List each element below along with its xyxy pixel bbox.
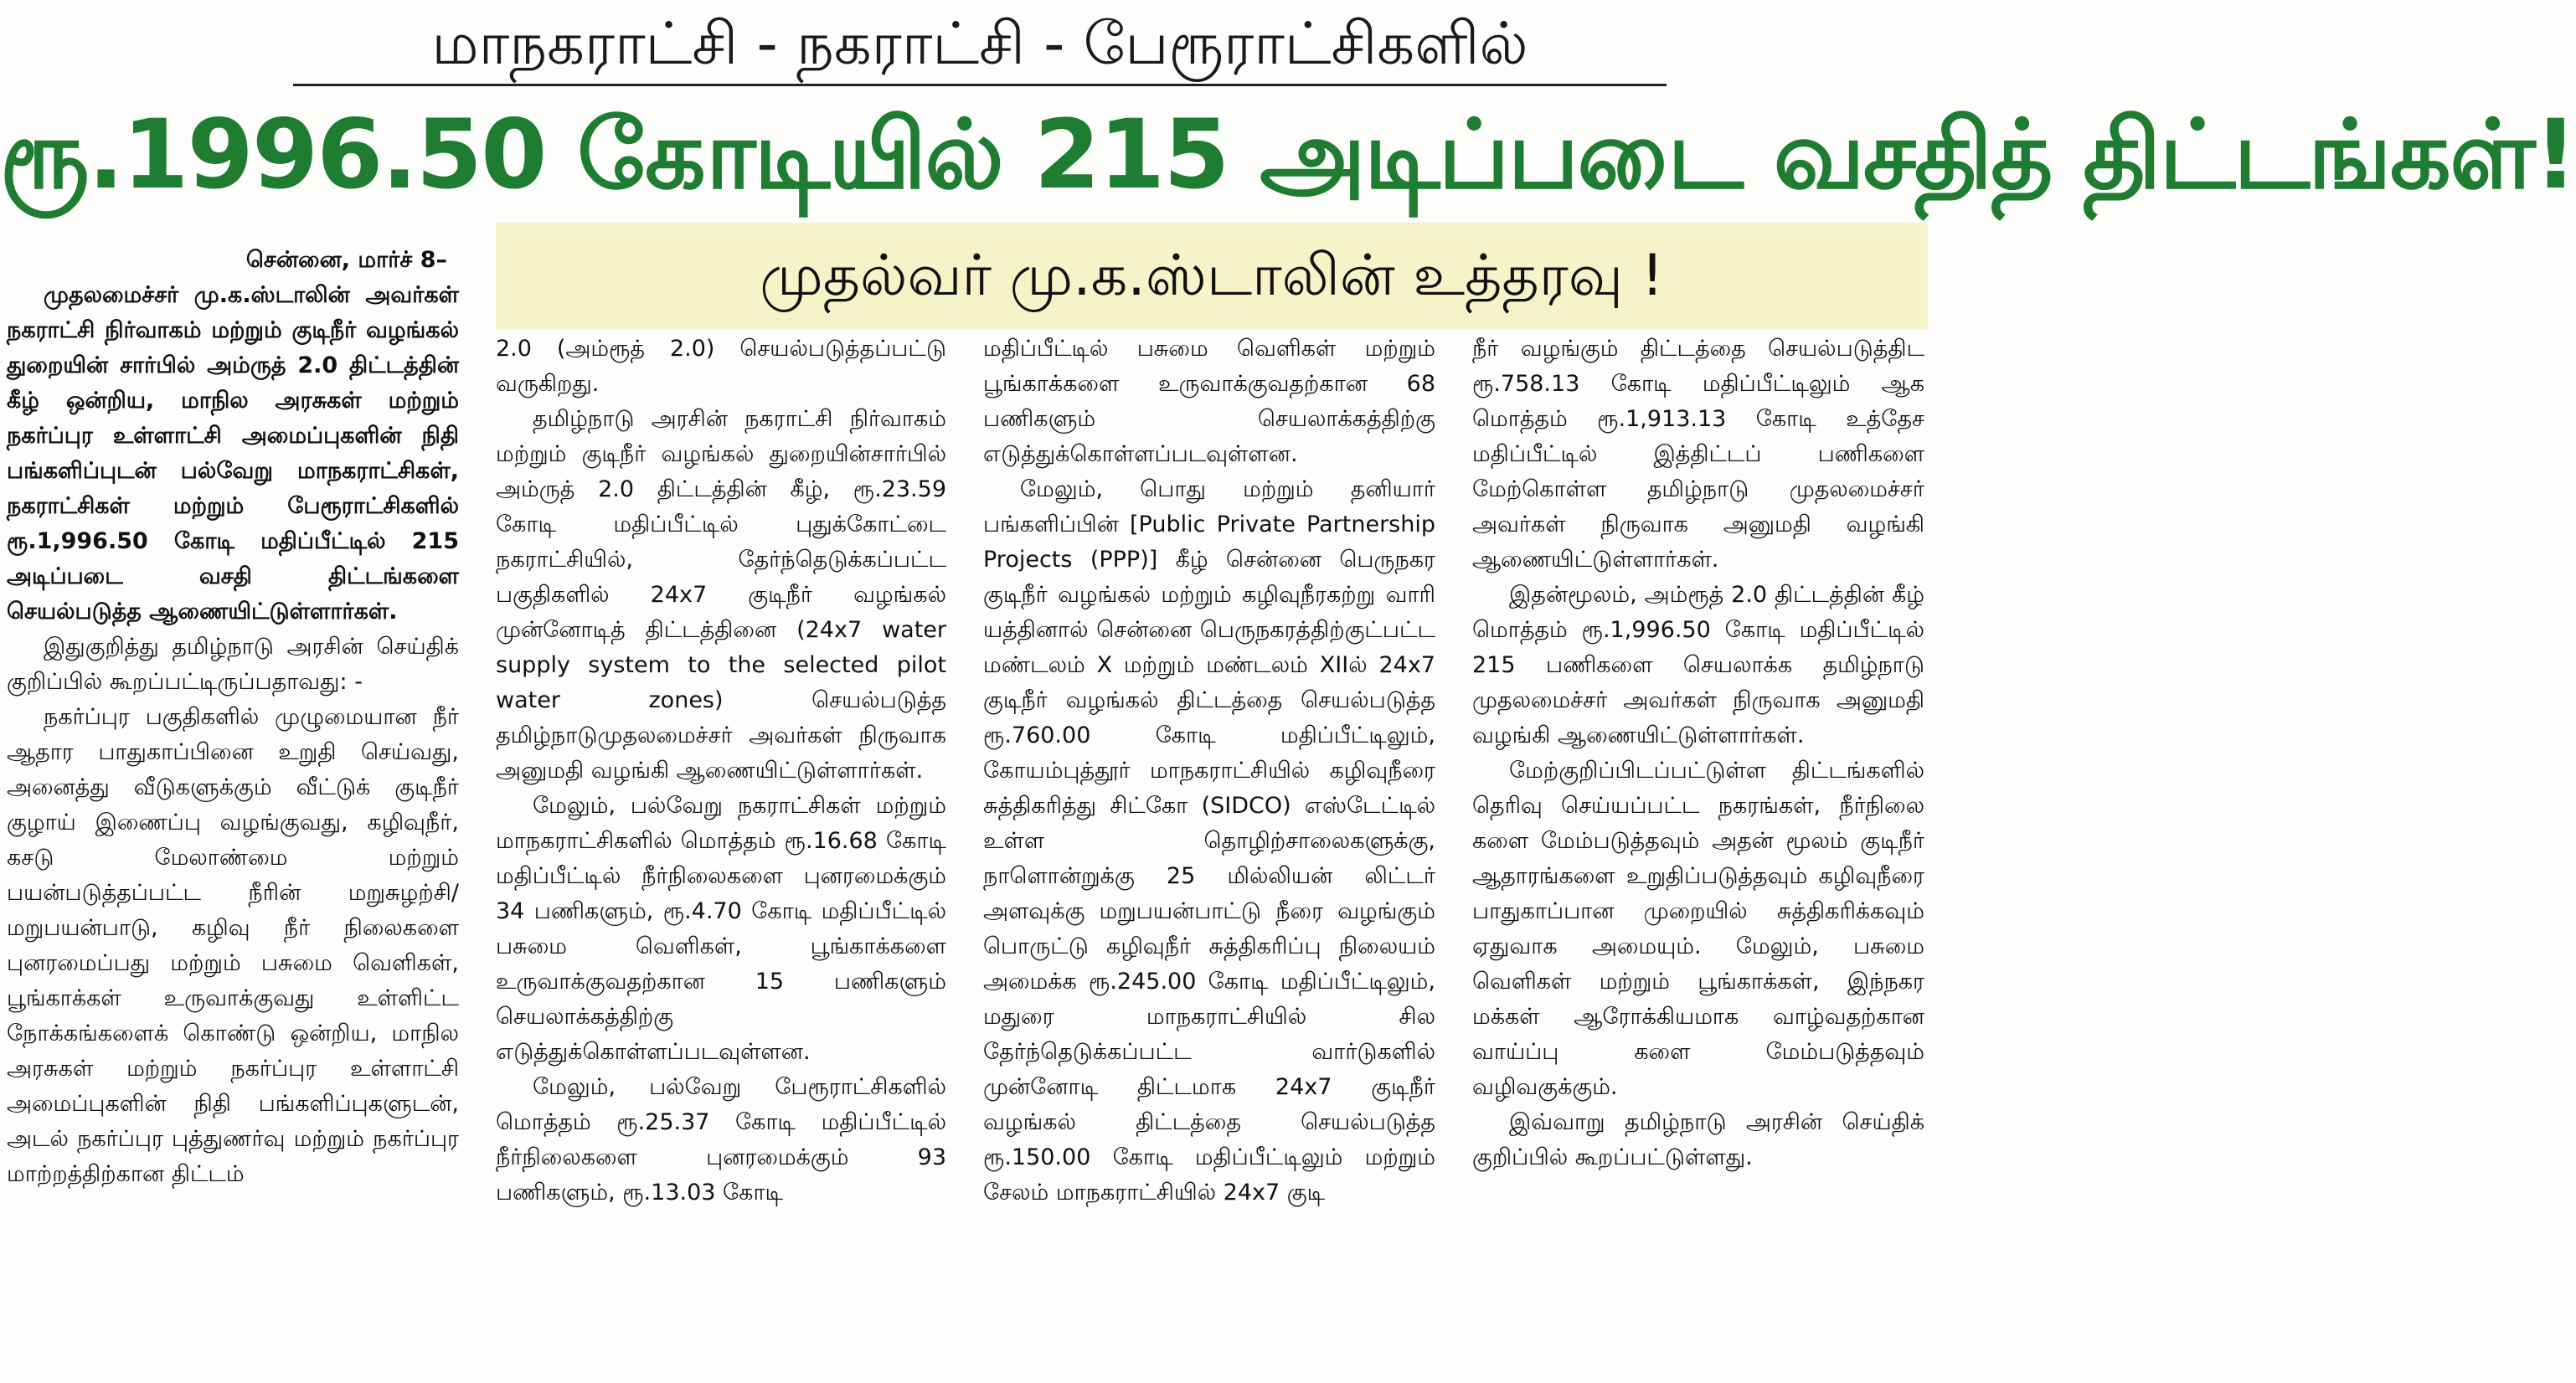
paragraph: நகர்ப்புர பகுதிகளில் முழுமையான நீர் ஆதார பாதுகாப்பினை உறுதி செய்வது, அனைத்து வீடுகளுக்கும் வீட்டுக் குடிநீர் குழாய் இணைப்பு வழங்குவது, கழிவுநீர், கசடு மேலாண்மை மற்றும் பயன்படுத்தப்பட்ட நீரின் மறுசுழற்சி/மறுபயன்பாடு, கழிவு நீர் நிலைகளை புனரமைப்பது மற்றும் பசுமை வெளிகள், பூங்காக்கள் உருவாக்குவது உள்ளிட்ட நோக்கங்களைக் கொண்டு ஒன்றிய, மாநில அரசுகள் மற்றும் நகர்ப்புர உள்ளாட்சி அமைப்புகளின் நிதி பங்களிப்புகளுடன், அடல் நகர்ப்புர புத்துணர்வு மற்றும் நகர்ப்புர மாற்றத்திற்கான திட்டம் [7,704,459,1187]
paragraph: மேலும், பல்வேறு பேரூராட்சிகளில் மொத்தம் ரூ.25.37 கோடி மதிப்பீட்டில் நீர்நிலைகளை புனரமைக்கும் 93 பணிகளும், ரூ.13.03 கோடி [496,1074,946,1206]
paragraph: மேலும், பல்வேறு நகராட்சிகள் மற்றும் மாநகராட்சிகளில் மொத்தம் ரூ.16.68 கோடி மதிப்பீட்டில் நீர்நிலைகளை புனரமைக்கும் 34 பணிகளும், ரூ.4.70 கோடி மதிப்பீட்டில் பசுமை வெளிகள், பூங்காக்களை உருவாக்குவதற்கான 15 பணிகளும் செயலாக்கத்திற்கு எடுத்துக்கொள்ளப்படவுள்ளன. [496,793,946,1065]
article-column-3 [983,332,1435,1383]
kicker-rule [293,84,1667,86]
paragraph: இதன்மூலம், அம்ரூத் 2.0 திட்டத்தின் கீழ் மொத்தம் ரூ.1,996.50 கோடி மதிப்பீட்டில் 215 பணிகளை செயலாக்க தமிழ்நாடு முதலமைச்சர் அவர்கள் நிருவாக அனுமதி வழங்கி ஆணையிட்டுள்ளார்கள். [1472,582,1924,748]
main-headline: ரூ.1996.50 கோடியில் 215 அடிப்படை வசதித் திட்டங்கள்! [0,99,2576,210]
paragraph: மதிப்பீட்டில் பசுமை வெளிகள் மற்றும் பூங்காக்களை உருவாக்குவதற்கான 68 பணிகளும் செயலாக்கத்திற்கு எடுத்துக்கொள்ளப்படவுள்ளன. [983,336,1435,467]
paragraph: 2.0 (அம்ரூத் 2.0) செயல்படுத்தப்பட்டு வருகிறது. [496,336,946,397]
paragraph: இவ்வாறு தமிழ்நாடு அரசின் செய்திக் குறிப்பில் கூறப்பட்டுள்ளது. [1472,1109,1924,1170]
article-column-4 [1472,332,1924,1383]
paragraph: இதுகுறித்து தமிழ்நாடு அரசின் செய்திக் குறிப்பில் கூறப்பட்டிருப்பதாவது: - [7,634,459,695]
sub-headline: முதல்வர் மு.க.ஸ்டாலின் உத்தரவு ! [496,223,1928,330]
lead-paragraph: முதலமைச்சர் மு.க.ஸ்டாலின் அவர்கள் நகராட்சி நிர்வாகம் மற்றும் குடிநீர் வழங்கல் துறையின் சார்பில் அம்ருத் 2.0 திட்டத்தின் கீழ் ஒன்றிய, மாநில அரசுகள் மற்றும் நகர்ப்புர உள்ளாட்சி அமைப்புகளின் நிதி பங்களிப்புடன் பல்வேறு மாநகராட்சிகள், நகராட்சிகள் மற்றும் பேரூராட்சிகளில் ரூ.1,996.50 கோடி மதிப்பீட்டில் 215 அடிப்படை வசதி திட்டங்களை செயல்படுத்த ஆணையிட்டுள்ளார்கள். [7,282,459,625]
article-column-1 [7,243,459,1294]
dateline: சென்னை, மார்ச் 8– [245,247,447,273]
paragraph: நீர் வழங்கும் திட்டத்தை செயல்படுத்திட ரூ.758.13 கோடி மதிப்பீட்டிலும் ஆக மொத்தம் ரூ.1,913.13 கோடி உத்தேச மதிப்பீட்டில் இத்திட்டப் பணிகளை மேற்கொள்ள தமிழ்நாடு முதலமைச்சர் அவர்கள் நிருவாக அனுமதி வழங்கி ஆணையிட்டுள்ளார்கள். [1472,336,1924,573]
article-column-2 [496,332,946,1383]
paragraph: மேலும், பொது மற்றும் தனியார் பங்களிப்பின் [Public Private Partnership Projects (PPP)] கீழ் சென்னை பெருநகர குடிநீர் வழங்கல் மற்றும் கழிவுநீரகற்று வாரி யத்தினால் சென்னை பெருநகரத்திற்குட்பட்ட மண்டலம் X மற்றும் மண்டலம் XIIல் 24x7 குடிநீர் வழங்கல் திட்டத்தை செயல்படுத்த ரூ.760.00 கோடி மதிப்பீட்டிலும், கோயம்புத்தூர் மாநகராட்சியில் கழிவுநீரை சுத்திகரித்து சிட்கோ (SIDCO) எஸ்டேட்டில் உள்ள தொழிற்சாலைகளுக்கு, நாளொன்றுக்கு 25 மில்லியன் லிட்டர் அளவுக்கு மறுபயன்பாட்டு நீரை வழங்கும் பொருட்டு கழிவுநீர் சுத்திகரிப்பு நிலையம் அமைக்க ரூ.245.00 கோடி மதிப்பீட்டிலும், மதுரை மாநகராட்சியில் சில தேர்ந்தெடுக்கப்பட்ட வார்டுகளில் முன்னோடி திட்டமாக 24x7 குடிநீர் வழங்கல் திட்டத்தை செயல்படுத்த ரூ.150.00 கோடி மதிப்பீட்டிலும் மற்றும் சேலம் மாநகராட்சியில் 24x7 குடி [983,476,1435,1206]
paragraph: மேற்குறிப்பிடப்பட்டுள்ள திட்டங்களில் தெரிவு செய்யப்பட்ட நகரங்கள், நீர்நிலை களை மேம்படுத்தவும் அதன் மூலம் குடிநீர் ஆதாரங்களை உறுதிப்படுத்தவும் கழிவுநீரை பாதுகாப்பான முறையில் சுத்திகரிக்கவும் ஏதுவாக அமையும். மேலும், பசுமை வெளிகள் மற்றும் பூங்காக்கள், இந்நகர மக்கள் ஆரோக்கியமாக வாழ்வதற்கான வாய்ப்பு களை மேம்படுத்தவும் வழிவகுக்கும். [1472,758,1924,1100]
paragraph: தமிழ்நாடு அரசின் நகராட்சி நிர்வாகம் மற்றும் குடிநீர் வழங்கல் துறையின்சார்பில் அம்ருத் 2.0 திட்டத்தின் கீழ், ரூ.23.59 கோடி மதிப்பீட்டில் புதுக்கோட்டை நகராட்சியில், தேர்ந்தெடுக்கப்பட்ட பகுதிகளில் 24x7 குடிநீர் வழங்கல் முன்னோடித் திட்டத்தினை (24x7 water supply system to the selected pilot water zones) செயல்படுத்த தமிழ்நாடுமுதலமைச்சர் அவர்கள் நிருவாக அனுமதி வழங்கி ஆணையிட்டுள்ளார்கள். [496,406,946,784]
kicker-heading: மாநகராட்சி - நகராட்சி - பேரூராட்சிகளில் [431,9,1528,78]
